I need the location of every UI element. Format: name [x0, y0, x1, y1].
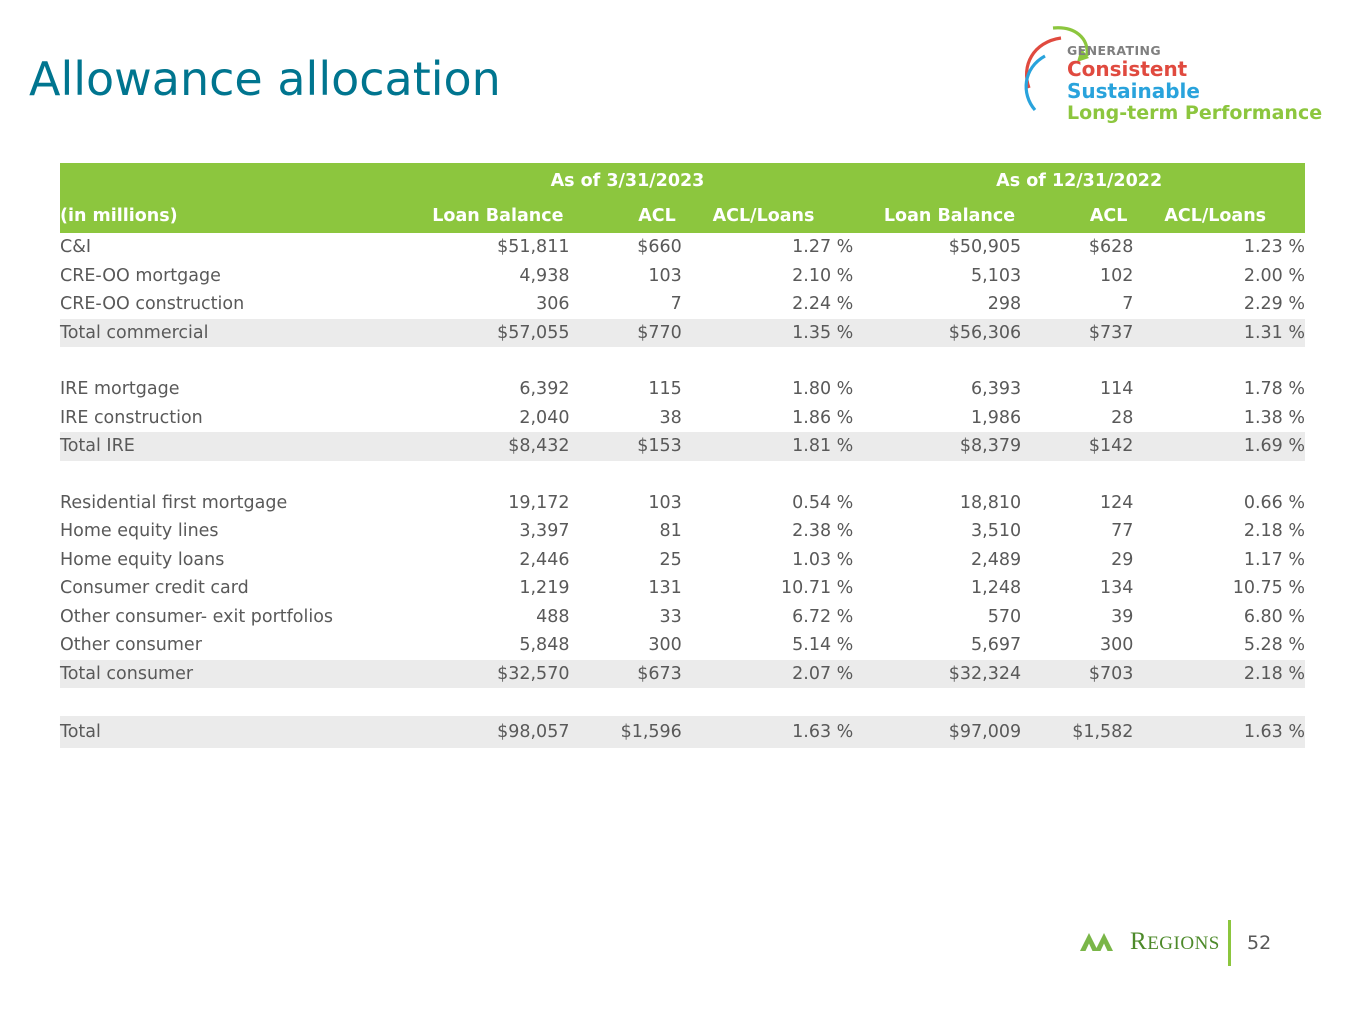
cell-loan-balance-2 [853, 688, 1021, 716]
table-row [60, 375, 1305, 404]
cell-acl-2 [1021, 688, 1133, 716]
cell-acl-2 [1021, 461, 1133, 489]
table-row-total [60, 660, 1305, 689]
table-row-total [60, 319, 1305, 348]
cell-loan-balance-1: 5,848 [519, 635, 570, 655]
cell-acl-loans-1: 1.63 % [682, 716, 854, 748]
table-row [60, 404, 1305, 433]
cell-acl-1: $1,596 [569, 716, 681, 748]
cell-acl-loans-2: 6.80 % [1243, 606, 1305, 627]
regions-wordmark [1130, 928, 1220, 956]
cell-loan-balance-1: 6,392 [519, 379, 570, 399]
cell-loan-balance-1 [402, 347, 570, 375]
row-label: Home equity loans [60, 549, 225, 570]
cell-acl-loans-1: 2.07 % [682, 660, 854, 689]
cell-loan-balance-2: 6,393 [971, 379, 1022, 399]
cell-acl-loans-1: 2.24 % [792, 294, 854, 314]
cell-acl-2: 29 [1111, 549, 1134, 570]
column-header-loan-balance-2: Loan Balance [853, 199, 1021, 233]
cell-acl-1: 33 [659, 606, 682, 627]
table-row [60, 603, 1305, 632]
row-label: C&I [60, 237, 92, 257]
table-group-header-row [60, 163, 1305, 199]
tagline-line1: GENERATING [1067, 43, 1162, 58]
table-row [60, 574, 1305, 603]
cell-acl-2: 114 [1100, 379, 1134, 399]
cell-acl-loans-1 [682, 688, 854, 716]
cell-acl-2: 77 [1111, 521, 1134, 541]
cell-loan-balance-1: 2,446 [519, 549, 570, 570]
cell-acl-1: 81 [659, 521, 682, 541]
cell-acl-1 [569, 461, 681, 489]
cell-acl-loans-1: 1.03 % [792, 549, 854, 570]
cell-loan-balance-2: 570 [987, 606, 1022, 627]
cell-acl-loans-2: 2.18 % [1243, 521, 1305, 541]
cell-acl-2: $1,582 [1021, 716, 1133, 748]
cell-acl-loans-1: 5.14 % [792, 635, 854, 655]
table-row [60, 290, 1305, 319]
row-label: Total commercial [60, 319, 402, 348]
cell-acl-1 [569, 688, 681, 716]
page-title: Allowance allocation [29, 52, 501, 106]
table-row-spacer [60, 461, 1305, 489]
cell-acl-loans-1: 1.86 % [792, 407, 854, 428]
table-row-grand-total [60, 716, 1305, 748]
tagline-logo [1015, 22, 1325, 127]
cell-loan-balance-2: $8,379 [853, 432, 1021, 461]
cell-acl-loans-1: 2.10 % [792, 265, 854, 286]
cell-loan-balance-2: 5,697 [971, 635, 1022, 655]
cell-loan-balance-2: 5,103 [971, 265, 1022, 286]
row-label: Total IRE [60, 432, 402, 461]
cell-acl-loans-2: 1.69 % [1133, 432, 1305, 461]
cell-loan-balance-1: $32,570 [402, 660, 570, 689]
cell-loan-balance-1 [402, 688, 570, 716]
column-header-loan-balance-1: Loan Balance [402, 199, 570, 233]
table-row [60, 546, 1305, 575]
cell-acl-1 [569, 347, 681, 375]
cell-acl-loans-2: 1.17 % [1243, 549, 1305, 570]
cell-acl-loans-1: 10.71 % [781, 578, 854, 598]
group-header-period-1: As of 3/31/2023 [402, 163, 854, 199]
column-header-acl-2: ACL [1021, 199, 1133, 233]
cell-acl-2 [1021, 347, 1133, 375]
cell-acl-loans-1: 1.80 % [792, 379, 854, 399]
cell-acl-loans-2: 1.78 % [1243, 379, 1305, 399]
cell-acl-loans-2: 2.00 % [1243, 265, 1305, 286]
cell-acl-2: 7 [1122, 294, 1134, 314]
allowance-allocation-table [60, 163, 1305, 748]
cell-acl-1: $770 [569, 319, 681, 348]
cell-loan-balance-1: 488 [536, 606, 570, 627]
cell-acl-2: 102 [1100, 265, 1134, 286]
cell-loan-balance-1: 19,172 [508, 492, 570, 513]
regions-wordmark-initial: R [1130, 928, 1148, 955]
cell-acl-2: 39 [1111, 606, 1134, 627]
table-head [60, 163, 1305, 233]
cell-acl-loans-2: 0.66 % [1243, 492, 1305, 513]
column-header-acl-loans-1: ACL/Loans [682, 199, 854, 233]
tagline-line2-consistent: Consistent [1067, 57, 1188, 81]
regions-wordmark-rest: EGIONS [1147, 933, 1220, 954]
cell-acl-2: $703 [1021, 660, 1133, 689]
column-header-acl-loans-2: ACL/Loans [1133, 199, 1305, 233]
cell-acl-loans-1 [682, 461, 854, 489]
cell-acl-loans-2: 1.23 % [1243, 237, 1305, 257]
cell-acl-loans-1: 6.72 % [792, 606, 854, 627]
table-column-header-row [60, 199, 1305, 233]
cell-acl-2: $737 [1021, 319, 1133, 348]
cell-acl-loans-2: 2.29 % [1243, 294, 1305, 314]
tagline-line3: Long-term Performance [1067, 101, 1323, 124]
tagline-line2-sustainable: Sustainable [1067, 79, 1200, 104]
cell-loan-balance-2: $56,306 [853, 319, 1021, 348]
row-label: Total consumer [60, 660, 402, 689]
cell-acl-1: 103 [648, 265, 682, 286]
cell-loan-balance-1: 2,040 [519, 407, 570, 428]
row-label: IRE construction [60, 407, 203, 428]
cell-acl-loans-1: 2.38 % [792, 521, 854, 541]
cell-loan-balance-2: 3,510 [971, 521, 1022, 541]
cell-acl-1: $153 [569, 432, 681, 461]
cell-loan-balance-1: $98,057 [402, 716, 570, 748]
cell-acl-1: 7 [670, 294, 682, 314]
cell-acl-2: $628 [1088, 237, 1134, 257]
table-row-spacer [60, 347, 1305, 375]
cell-acl-loans-1: 1.81 % [682, 432, 854, 461]
row-label [60, 461, 402, 489]
cell-loan-balance-1: 4,938 [519, 265, 570, 286]
row-label: CRE-OO mortgage [60, 265, 221, 286]
table-row [60, 631, 1305, 660]
table-row [60, 517, 1305, 546]
cell-acl-loans-2: 5.28 % [1243, 635, 1305, 655]
cell-acl-2: $142 [1021, 432, 1133, 461]
footer-divider [1228, 920, 1231, 966]
row-label: Total [60, 716, 402, 748]
row-label [60, 688, 402, 716]
row-label: IRE mortgage [60, 379, 180, 399]
cell-acl-loans-1: 1.27 % [792, 237, 854, 257]
cell-loan-balance-2: 2,489 [971, 549, 1022, 570]
cell-acl-1: 115 [648, 379, 682, 399]
table-row-spacer [60, 688, 1305, 716]
cell-acl-loans-2 [1133, 347, 1305, 375]
cell-loan-balance-1: 306 [536, 294, 570, 314]
cell-acl-loans-2: 2.18 % [1133, 660, 1305, 689]
cell-acl-1: $660 [637, 237, 682, 257]
cell-acl-1: 103 [648, 492, 682, 513]
regions-logo [1078, 925, 1238, 959]
cell-loan-balance-2: 18,810 [959, 492, 1022, 513]
column-header-units: (in millions) [60, 199, 402, 233]
cell-acl-2: 300 [1100, 635, 1134, 655]
table-row [60, 262, 1305, 291]
table-row [60, 233, 1305, 262]
table-row [60, 489, 1305, 518]
cell-acl-2: 28 [1111, 407, 1134, 428]
group-header-period-2: As of 12/31/2022 [853, 163, 1305, 199]
cell-acl-loans-1 [682, 347, 854, 375]
cell-loan-balance-2: 298 [987, 294, 1022, 314]
cell-acl-loans-1: 1.35 % [682, 319, 854, 348]
cell-acl-2: 134 [1100, 578, 1134, 598]
cell-loan-balance-2: $50,905 [948, 237, 1022, 257]
cell-loan-balance-1 [402, 461, 570, 489]
cell-loan-balance-1: 1,219 [519, 578, 570, 598]
row-label: Other consumer- exit portfolios [60, 606, 334, 627]
row-label: CRE-OO construction [60, 294, 245, 314]
column-header-acl-1: ACL [569, 199, 681, 233]
cell-loan-balance-2 [853, 461, 1021, 489]
cell-loan-balance-1: $57,055 [402, 319, 570, 348]
cell-acl-loans-2: 1.38 % [1243, 407, 1305, 428]
regions-triangles-icon [1078, 927, 1122, 957]
row-label [60, 347, 402, 375]
cell-acl-1: $673 [569, 660, 681, 689]
cell-loan-balance-1: $51,811 [497, 237, 570, 257]
page-number: 52 [1247, 932, 1272, 954]
cell-acl-loans-1: 0.54 % [792, 492, 854, 513]
table-row-total [60, 432, 1305, 461]
cell-acl-loans-2 [1133, 688, 1305, 716]
cell-loan-balance-2: 1,248 [971, 578, 1022, 598]
cell-acl-loans-2: 1.31 % [1133, 319, 1305, 348]
cell-acl-1: 25 [659, 549, 682, 570]
cell-acl-1: 131 [648, 578, 682, 598]
row-label: Home equity lines [60, 521, 219, 541]
cell-loan-balance-2 [853, 347, 1021, 375]
cell-loan-balance-2: 1,986 [971, 407, 1022, 428]
cell-acl-2: 124 [1100, 492, 1134, 513]
row-label: Consumer credit card [60, 578, 249, 598]
cell-acl-loans-2 [1133, 461, 1305, 489]
cell-loan-balance-2: $32,324 [853, 660, 1021, 689]
table-body [60, 233, 1305, 748]
cell-acl-1: 38 [659, 407, 682, 428]
cell-loan-balance-2: $97,009 [853, 716, 1021, 748]
cell-acl-loans-2: 1.63 % [1133, 716, 1305, 748]
cell-acl-1: 300 [648, 635, 682, 655]
cell-acl-loans-2: 10.75 % [1232, 578, 1305, 598]
row-label: Other consumer [60, 635, 202, 655]
group-header-blank [60, 163, 402, 199]
cell-loan-balance-1: $8,432 [402, 432, 570, 461]
row-label: Residential first mortgage [60, 492, 288, 513]
cell-loan-balance-1: 3,397 [519, 521, 570, 541]
